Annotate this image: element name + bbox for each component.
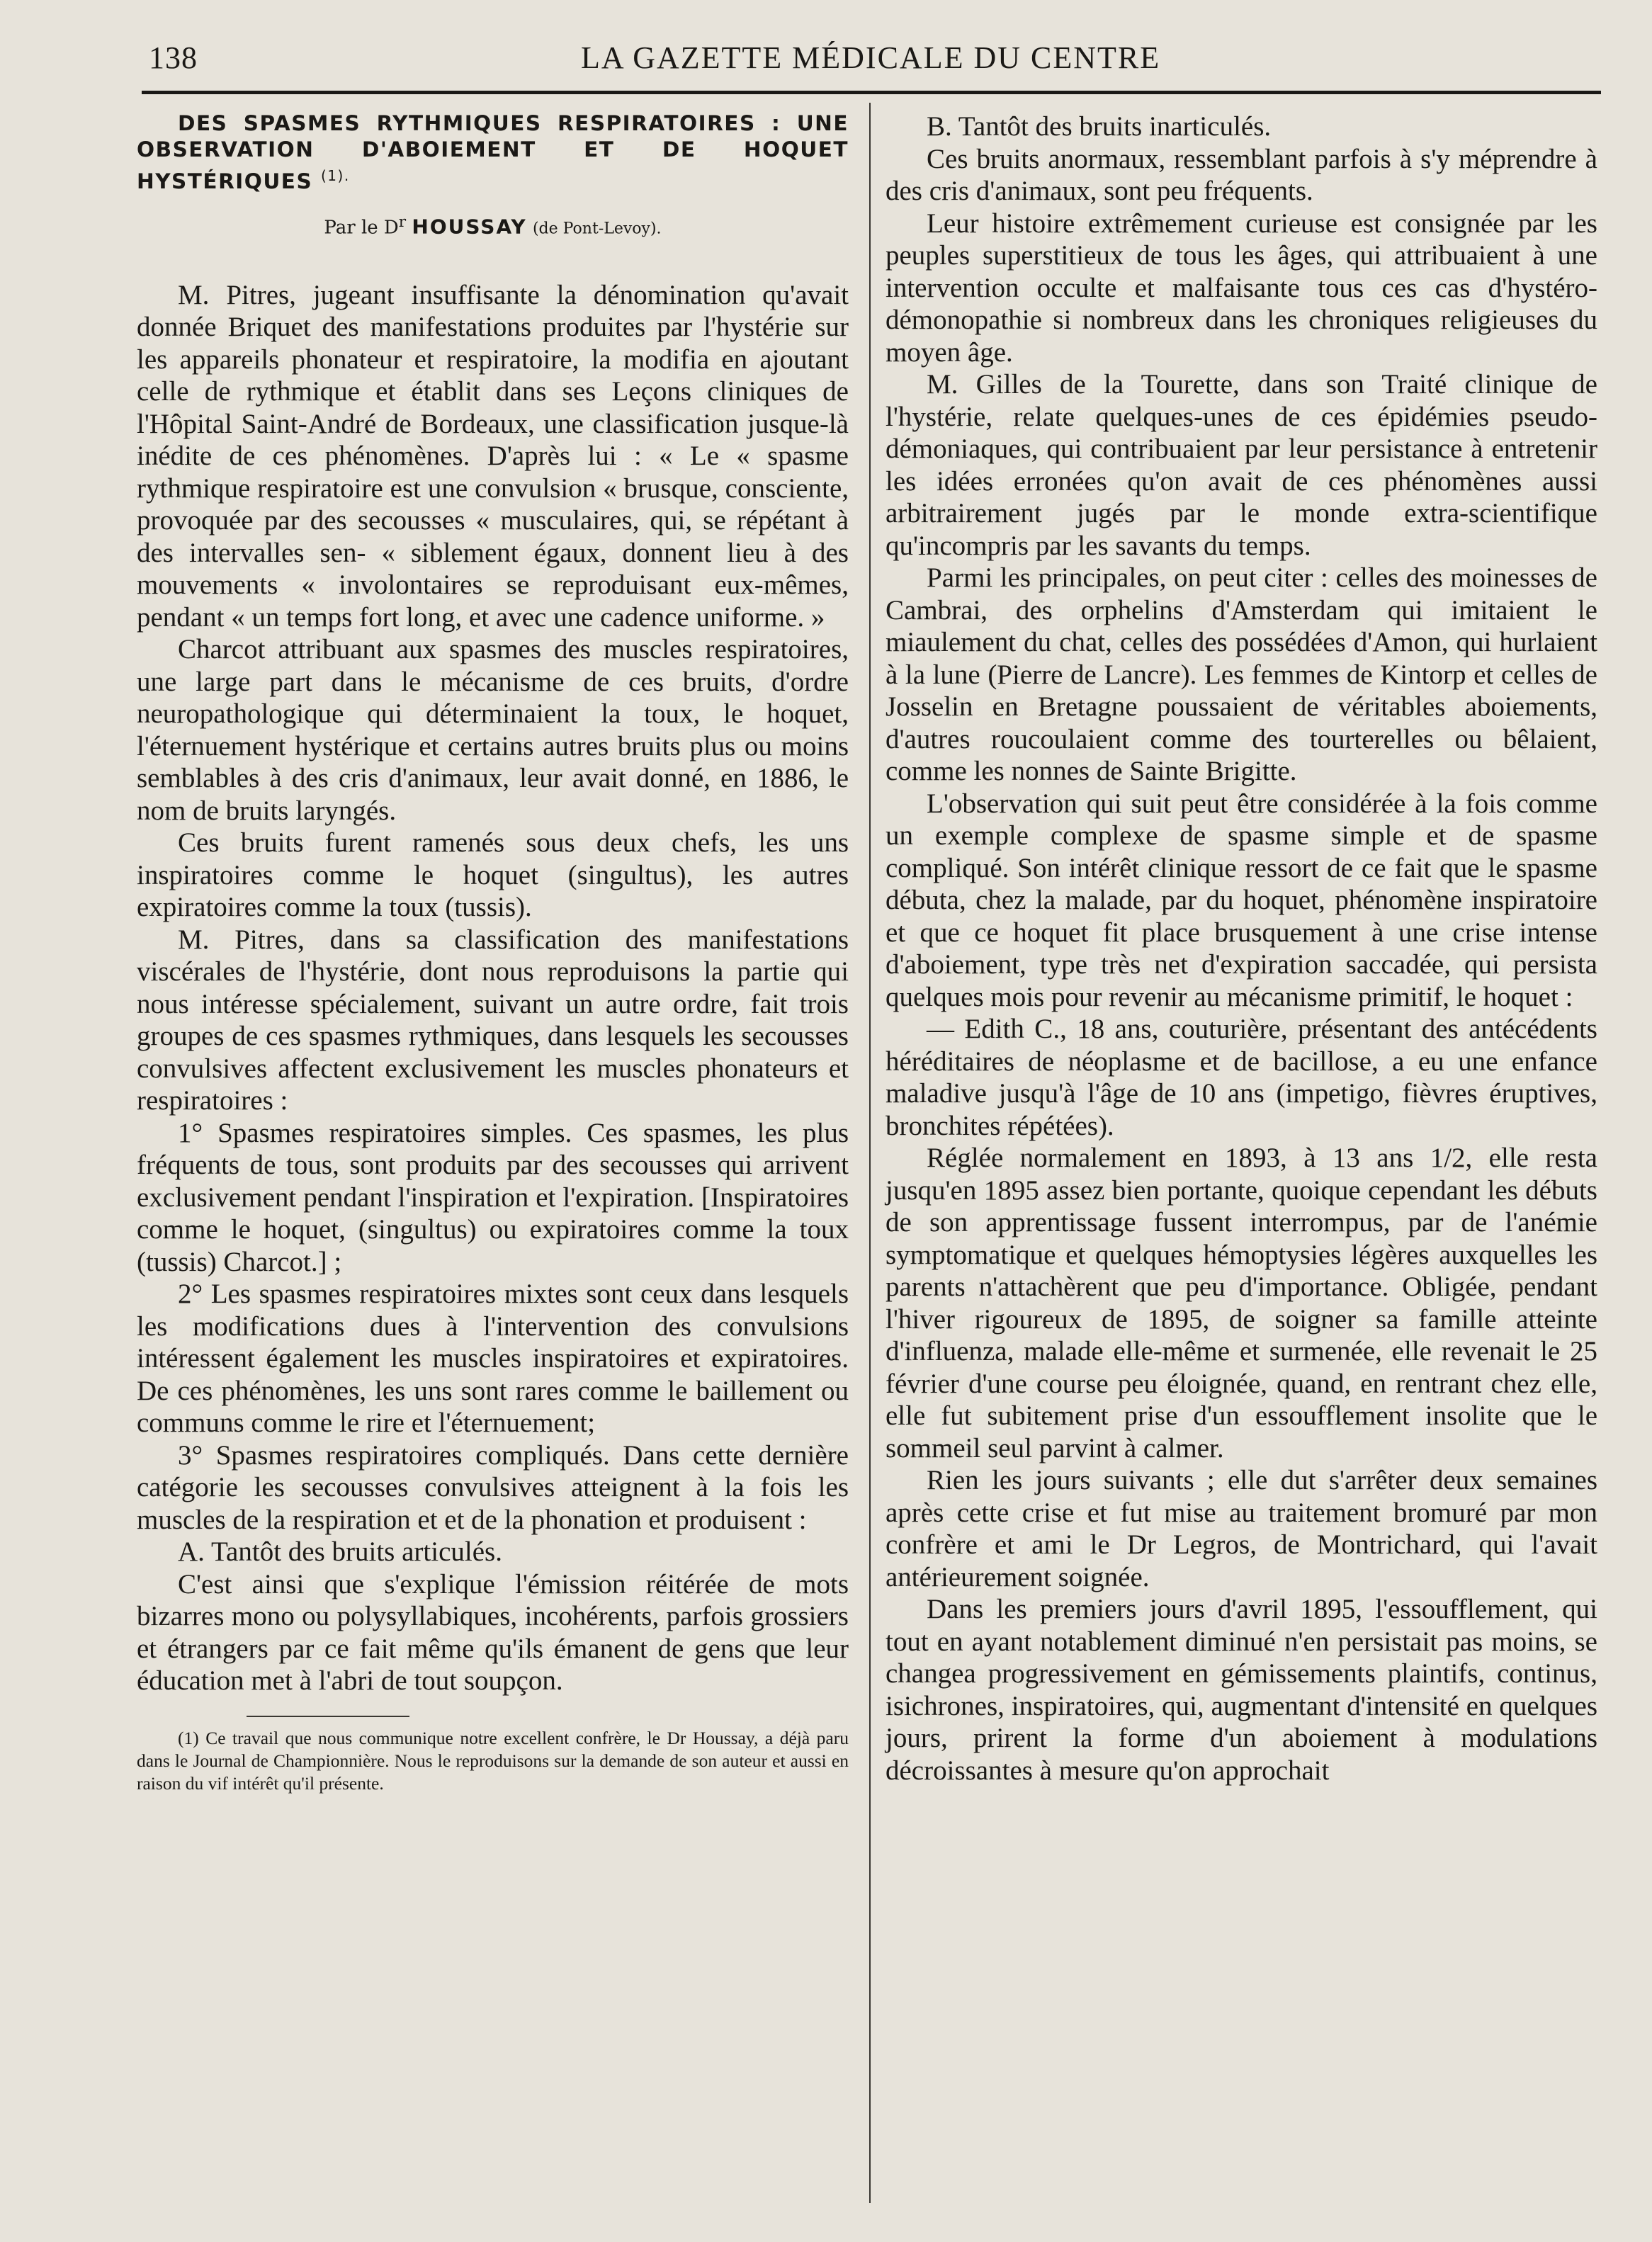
title-note-ref: (1). bbox=[320, 167, 350, 184]
paragraph: Ces bruits furent ramenés sous deux chefs, les uns inspiratoires comme le hoquet (singultus), les autres expiratoires comme la toux (tussis). bbox=[137, 827, 849, 923]
paragraph: Leur histoire extrêmement curieuse est consignée par les peuples superstitieux de tous les âges, qui attribuaient à une intervention occulte et malfaisante tous ces cas d'hystéro-démonopathie si nombreux dans les chroniques religieuses du moyen âge. bbox=[886, 208, 1597, 368]
paragraph: 2° Les spasmes respiratoires mixtes sont ceux dans lesquels les modifications dues à l'intervention des convulsions intéressent également les muscles inspiratoires et expiratoires. De ces phénomènes, les uns sont rares comme le baillement ou communs comme le rire et l'éternuement; bbox=[137, 1279, 849, 1439]
right-column bbox=[886, 111, 1597, 1787]
paragraph: L'observation qui suit peut être considérée à la fois comme un exemple complexe de spasme simple et de spasme compliqué. Son intérêt clinique ressort de ce fait que le spasme débuta, chez la malade, par du hoquet, phénomène inspiratoire et que ce hoquet fit place brusquement à une crise intense d'aboiement, type très net d'expiration saccadée, qui persista quelques mois pour revenir au mécanisme primitif, le hoquet : bbox=[886, 788, 1597, 1012]
paragraph: Réglée normalement en 1893, à 13 ans 1/2, elle resta jusqu'en 1895 assez bien portante, quoique cependant les débuts de son apprentissage fussent interrompus, par de l'anémie symptomatique et quelques hémoptysies légères auxquelles les parents n'attachèrent que peu d'importance. Obligée, pendant l'hiver rigoureux de 1895, de soigner sa famille atteinte d'influenza, malade elle-même et surmenée, elle revenait le 25 février d'une course peu éloignée, quand, en rentrant chez elle, elle fut subitement prise d'un essoufflement insolite que le sommeil seul parvint à calmer. bbox=[886, 1143, 1597, 1463]
page-header bbox=[142, 40, 1601, 79]
paragraph: B. Tantôt des bruits inarticulés. bbox=[927, 111, 1272, 142]
paragraph: — Edith C., 18 ans, couturière, présentant des antécédents héréditaires de néoplasme et de bacillose, a eu une enfance maladive jusqu'à l'âge de 10 ans (impetigo, fièvres éruptives, bronchites répétées). bbox=[886, 1014, 1597, 1141]
paragraph: 1° Spasmes respiratoires simples. Ces spasmes, les plus fréquents de tous, sont produits par des secousses qui arrivent exclusivement pendant l'inspiration et l'expiration. [Inspiratoires comme le hoquet, (singultus) ou expiratoires comme la toux (tussis) Charcot.] ; bbox=[137, 1117, 849, 1277]
column-divider bbox=[869, 103, 871, 2203]
byline: Par le $D^r$ HOUSSAY (de Pont-Levoy). bbox=[324, 213, 662, 239]
paragraph: M. Gilles de la Tourette, dans son Traité clinique de l'hystérie, relate quelques-unes de ces épidémies pseudo-démoniaques, qui contribuaient par leur persistance à entretenir les idées erronées qu'on avait de ces phénomènes aussi arbitrairement jugés par le monde extra-scientifique qu'incompris par les savants du temps. bbox=[886, 369, 1597, 561]
author-place: (de Pont-Levoy). bbox=[532, 220, 662, 238]
paragraph: Parmi les principales, on peut citer : celles des moinesses de Cambrai, des orphelins d'Amsterdam qui imitaient le miaulement du chat, celles des possédées d'Amon, qui hurlaient à la lune (Pierre de Lancre). Les femmes de Kintorp et celles de Josselin en Bretagne poussaient de véritables aboiements, d'autres roucoulaient comme des tourterelles ou bêlaient, comme les nonnes de Sainte Brigitte. bbox=[886, 562, 1597, 786]
footnote-rule bbox=[247, 1716, 409, 1717]
footnote: (1) Ce travail que nous communique notre excellent confrère, le Dr Houssay, a déjà paru dans le Journal de Championnière. Nous le reproduisons sur la demande de son auteur et aussi en raison du vif intérêt qu'il présente. bbox=[137, 1727, 849, 1794]
paragraph: Dans les premiers jours d'avril 1895, l'essoufflement, qui tout en ayant notablement diminué n'en persistait pas moins, se changea progressivement en gémissements plaintifs, continus, isichrones, inspiratoires, qui, augmentant d'intensité en quelques jours, prirent la forme d'un aboiement à modulations décroissantes à mesure qu'on approchait bbox=[886, 1594, 1597, 1786]
page-number: 138 bbox=[149, 40, 198, 75]
paragraph: Rien les jours suivants ; elle dut s'arrêter deux semaines après cette crise et fut mise au traitement bromuré par mon confrère et ami le Dr Legros, de Montrichard, qui l'avait antérieurement soignée. bbox=[886, 1465, 1597, 1592]
article-title: DES SPASMES RYTHMIQUES RESPIRATOIRES : UNE OBSERVATION D'ABOIEMENT ET DE HOQUET HYSTÉRIQUES $^{(1).}$ bbox=[137, 111, 849, 193]
paragraph: Ces bruits anormaux, ressemblant parfois à s'y méprendre à des cris d'animaux, sont peu fréquents. bbox=[886, 143, 1597, 206]
paragraph: 3° Spasmes respiratoires compliqués. Dans cette dernière catégorie les secousses convulsives atteignent à la fois les muscles de la respiration et et de la phonation et produisent : bbox=[137, 1439, 849, 1535]
header-rule bbox=[142, 91, 1601, 94]
paragraph: M. Pitres, jugeant insuffisante la dénomination qu'avait donnée Briquet des manifestations produites par l'hystérie sur les appareils phonateur et respiratoire, la modifia en ajoutant celle de rythmique et établit dans ses Leçons cliniques de l'Hôpital Saint-André de Bordeaux, une classification jusque-là inédite de ces phénomènes. D'après lui : « Le « spasme rythmique respiratoire est une convulsion « brusque, consciente, provoquée par des secousses « musculaires, qui, se répétant à des intervalles sen- « siblement égaux, donnent lieu à des mouvements « involontaires se reproduisant eux-mêmes, pendant « un temps fort long, et avec une cadence uniforme. » bbox=[137, 279, 849, 633]
paragraph: Charcot attribuant aux spasmes des muscles respiratoires, une large part dans le mécanisme de ces bruits, d'ordre neuropathologique qui déterminaient la toux, le hoquet, l'éternuement hystérique et certains autres bruits plus ou moins semblables à des cris d'animaux, leur avait donné, en 1886, le nom de bruits laryngés. bbox=[137, 634, 849, 826]
author-name: HOUSSAY bbox=[412, 215, 527, 239]
left-column bbox=[137, 111, 849, 1795]
paragraph: A. Tantôt des bruits articulés. bbox=[178, 1536, 502, 1568]
running-title: LA GAZETTE MÉDICALE DU CENTRE bbox=[581, 40, 1161, 75]
paragraph: M. Pitres, dans sa classification des manifestations viscérales de l'hystérie, dont nous reproduisons la partie qui nous intéresse spécialement, suivant un autre ordre, fait trois groupes de ces spasmes rythmiques, dans lesquels les secousses convulsives affectent exclusivement les muscles phonateurs et respiratoires : bbox=[137, 924, 849, 1116]
paragraph: C'est ainsi que s'explique l'émission réitérée de mots bizarres mono ou polysyllabiques, incohérents, parfois grossiers et étrangers par ce fait même qu'ils émanent de gens que leur éducation met à l'abri de tout soupçon. bbox=[137, 1568, 849, 1697]
